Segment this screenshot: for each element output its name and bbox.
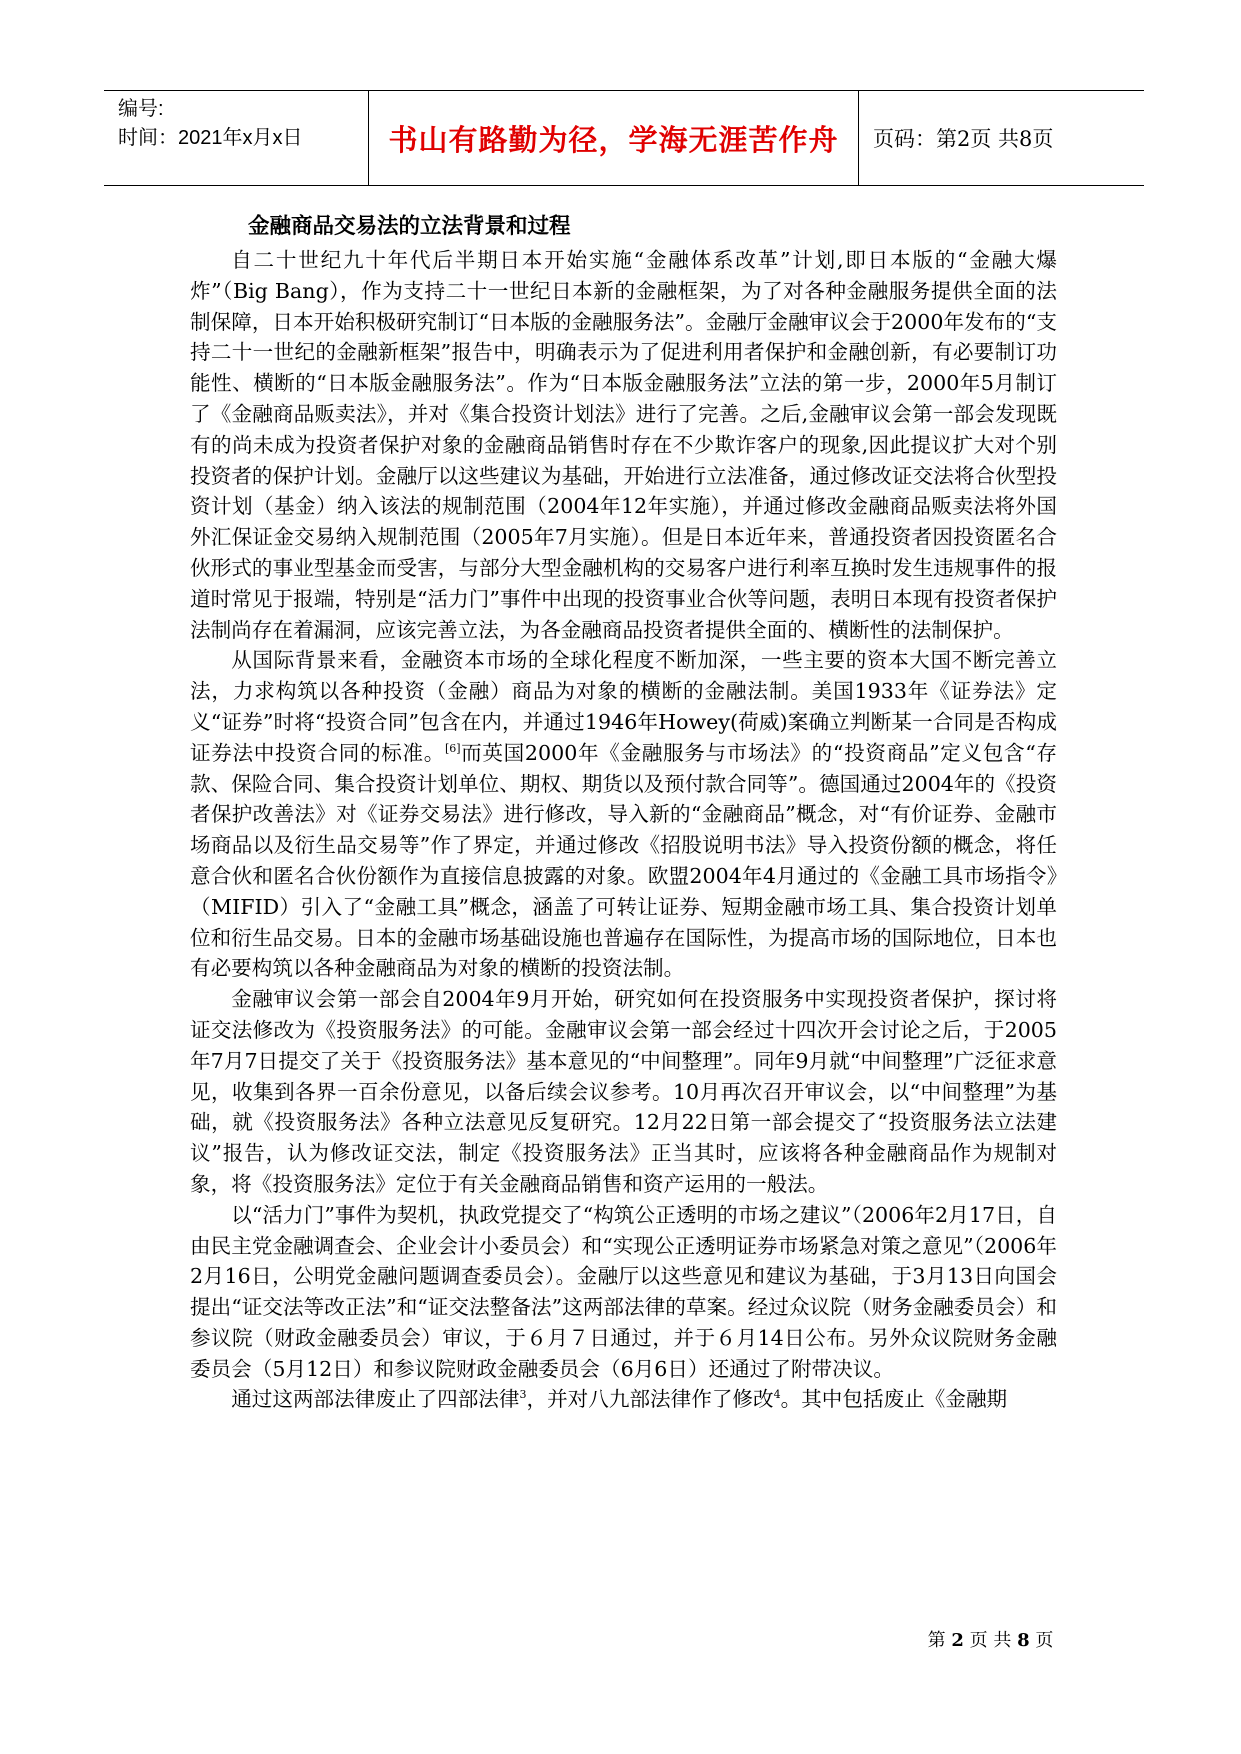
paragraph-5-part-2: ，并对八九部法律作了修改 xyxy=(526,1387,774,1412)
header-meta xyxy=(104,91,368,185)
page-header xyxy=(104,90,1144,186)
paragraph-5-part-3: 。其中包括废止《金融期 xyxy=(780,1387,1008,1412)
footer-prefix: 第 xyxy=(927,1630,946,1651)
paragraph-2-part-2: 而英国2000年《金融服务与市场法》的“投资商品”定义包含“存款、保险合同、集合投资计划单位、期权、期货以及预付款合同等”。德国通过2004年的《投资者保护改善法》对《证券交易法》进行修改，导入新的“金融商品”概念，对“有价证券、金融市场商品以及衍生品交易等”作了界定，并通过修改《招股说明书法》导入投资份额的概念，将任意合伙和匿名合伙份额作为直接信息披露的对象。欧盟2004年4月通过的《金融工具市场指令》（MIFID）引入了“金融工具”概念，涵盖了可转让证券、短期金融市场工具、集合投资计划单位和衍生品交易。日本的金融市场基础设施也普遍存在国际性，为提高市场的国际地位，日本也有必要构筑以各种金融商品为对象的横断的投资法制。 xyxy=(190,740,1057,981)
footer-page-number: 2 xyxy=(951,1630,964,1651)
header-motto: 书山有路勤为径，学海无涯苦作舟 xyxy=(368,91,859,185)
footer-total-pages: 8 xyxy=(1017,1630,1030,1651)
footer-suffix: 页 xyxy=(1035,1630,1054,1651)
paragraph-2 xyxy=(190,645,1057,984)
paragraph-5-part-1: 通过这两部法律废止了四部法律 xyxy=(231,1387,520,1412)
page-footer xyxy=(0,1626,1241,1652)
time-label: 时间：2021年x月x日 xyxy=(118,127,303,149)
paragraph-2-part-1: 从国际背景来看，金融资本市场的全球化程度不断加深，一些主要的资本大国不断完善立法，力求构筑以各种投资（金融）商品为对象的横断的金融法制。美国1933年《证券法》定义“证券”时将“投资合同”包含在内，并通过1946年Howey(荷威)案确立判断某一合同是否构成证券法中投资合同的标准。 xyxy=(190,648,1057,765)
footnote-ref-6: [6] xyxy=(444,741,461,755)
footer-middle: 页 共 xyxy=(969,1630,1012,1651)
document-body xyxy=(190,212,1057,1415)
paragraph-5 xyxy=(190,1384,1057,1415)
paragraph-1: 自二十世纪九十年代后半期日本开始实施“金融体系改革”计划,即日本版的“金融大爆炸”（Big Bang），作为支持二十一世纪日本新的金融框架，为了对各种金融服务提供全面的法制保障，日本开始积极研究制订“日本版的金融服务法”。金融厅金融审议会于2000年发布的“支持二十一世纪的金融新框架”报告中，明确表示为了促进利用者保护和金融创新，有必要制订功能性、横断的“日本版金融服务法”。作为“日本版金融服务法”立法的第一步，2000年5月制订了《金融商品贩卖法》，并对《集合投资计划法》进行了完善。之后,金融审议会第一部会发现既有的尚未成为投资者保护对象的金融商品销售时存在不少欺诈客户的现象,因此提议扩大对个别投资者的保护计划。金融厅以这些建议为基础，开始进行立法准备，通过修改证交法将合伙型投资计划（基金）纳入该法的规制范围（2004年12年实施），并通过修改金融商品贩卖法将外国外汇保证金交易纳入规制范围（2005年7月实施）。但是日本近年来，普通投资者因投资匿名合伙形式的事业型基金而受害，与部分大型金融机构的交易客户进行利率互换时发生违规事件的报道时常见于报端，特别是“活力门”事件中出现的投资事业合伙等问题，表明日本现有投资者保护法制尚存在着漏洞，应该完善立法，为各金融商品投资者提供全面的、横断性的法制保护。 xyxy=(190,248,1057,642)
footnote-ref-4: 4 xyxy=(773,1388,781,1402)
serial-label: 编号: xyxy=(118,98,164,120)
paragraph-4: 以“活力门”事件为契机，执政党提交了“构筑公正透明的市场之建议”（2006年2月17日，自由民主党金融调查会、企业会计小委员会）和“实现公正透明证券市场紧急对策之意见”（2006年2月16日，公明党金融问题调查委员会）。金融厅以这些意见和建议为基础，于3月13日向国会提出“证交法等改正法”和“证交法整备法”这两部法律的草案。经过众议院（财务金融委员会）和参议院（财政金融委员会）审议，于６月７日通过，并于６月14日公布。另外众议院财务金融委员会（5月12日）和参议院财政金融委员会（6月6日）还通过了附带决议。 xyxy=(190,1202,1057,1381)
footnote-ref-3: 3 xyxy=(519,1388,527,1402)
paragraph-3: 金融审议会第一部会自2004年9月开始，研究如何在投资服务中实现投资者保护，探讨将证交法修改为《投资服务法》的可能。金融审议会第一部会经过十四次开会讨论之后，于2005年7月7日提交了关于《投资服务法》基本意见的“中间整理”。同年9月就“中间整理”广泛征求意见，收集到各界一百余份意见，以备后续会议参考。10月再次召开审议会，以“中间整理”为基础，就《投资服务法》各种立法意见反复研究。12月22日第一部会提交了“投资服务法立法建议”报告，认为修改证交法，制定《投资服务法》正当其时，应该将各种金融商品作为规制对象，将《投资服务法》定位于有关金融商品销售和资产运用的一般法。 xyxy=(190,987,1057,1196)
document-title: 金融商品交易法的立法背景和过程 xyxy=(248,214,571,239)
header-page-label: 页码：第2页 共8页 xyxy=(873,127,1054,151)
